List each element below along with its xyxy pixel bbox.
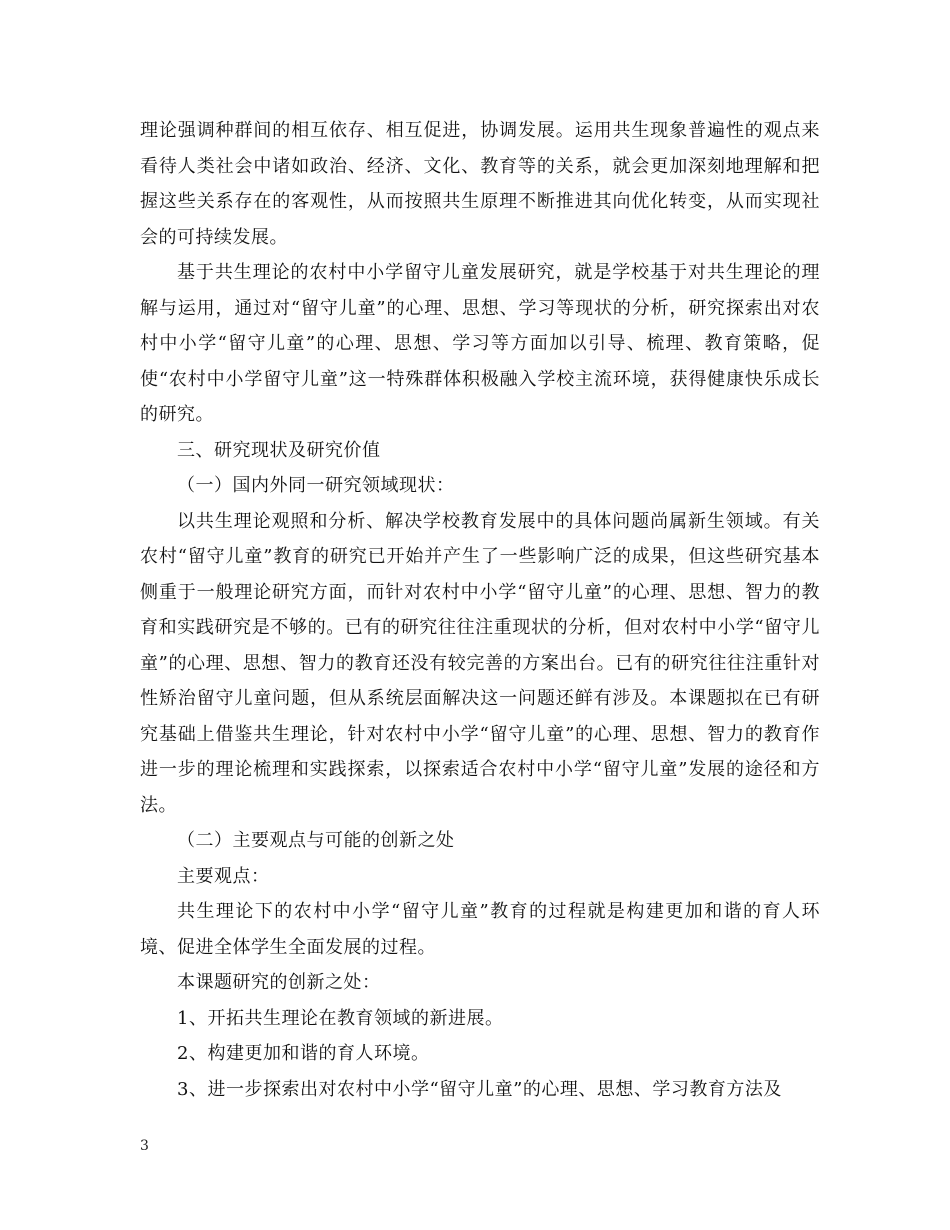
paragraph-main-viewpoint: 共生理论下的农村中小学“留守儿童”教育的过程就是构建更加和谐的育人环境、促进全体学生全面发展的过程。 <box>140 901 820 958</box>
paragraph-research-status: 以共生理论观照和分析、解决学校教育发展中的具体问题尚属新生领域。有关农村“留守儿童”教育的研究已开始并产生了一些影响广泛的成果，但这些研究基本侧重于一般理论研究方面，而针对农村中小学“留守儿童”的心理、思想、智力的教育和实践研究是不够的。已有的研究往往注重现状的分析，但对农村中小学“留守儿童”的心理、思想、智力的教育还没有较完善的方案出台。已有的研究往往注重针对性矫治留守儿童问题，但从系统层面解决这一问题还鲜有涉及。本课题拟在已有研究基础上借鉴共生理论，针对农村中小学“留守儿童”的心理、思想、智力的教育作进一步的理论梳理和实践探索，以探索适合农村中小学“留守儿童”发展的途径和方法。 <box>140 510 820 816</box>
list-item-innovation-2: 2、构建更加和谐的育人环境。 <box>177 1043 430 1064</box>
label-innovations: 本课题研究的创新之处： <box>177 972 381 993</box>
paragraph-research-definition: 基于共生理论的农村中小学留守儿童发展研究，就是学校基于对共生理论的理解与运用，通过对“留守儿童”的心理、思想、学习等现状的分析，研究探索出对农村中小学“留守儿童”的心理、思想、学习等方面加以引导、梳理、教育策略，促使“农村中小学留守儿童”这一特殊群体积极融入学校主流环境，获得健康快乐成长的研究。 <box>140 262 820 425</box>
subsection-heading-viewpoints-innovation: （二）主要观点与可能的创新之处 <box>177 830 455 851</box>
list-item-innovation-3: 3、进一步探索出对农村中小学“留守儿童”的心理、思想、学习教育方法及 <box>177 1078 782 1100</box>
document-body <box>140 113 820 1107</box>
paragraph-symbiosis-continuation: 理论强调种群间的相互依存、相互促进，协调发展。运用共生现象普遍性的观点来看待人类社会中诸如政治、经济、文化、教育等的关系，就会更加深刻地理解和把握这些关系存在的客观性，从而按照共生原理不断推进其向优化转变，从而实现社会的可持续发展。 <box>140 120 820 248</box>
page-number: 3 <box>140 1138 149 1154</box>
label-main-viewpoints: 主要观点： <box>177 865 270 887</box>
subsection-heading-domestic-foreign: （一）国内外同一研究领域现状： <box>177 475 455 496</box>
list-item-innovation-1: 1、开拓共生理论在教育领域的新进展。 <box>177 1007 504 1029</box>
section-heading-research-status: 三、研究现状及研究价值 <box>177 439 381 461</box>
